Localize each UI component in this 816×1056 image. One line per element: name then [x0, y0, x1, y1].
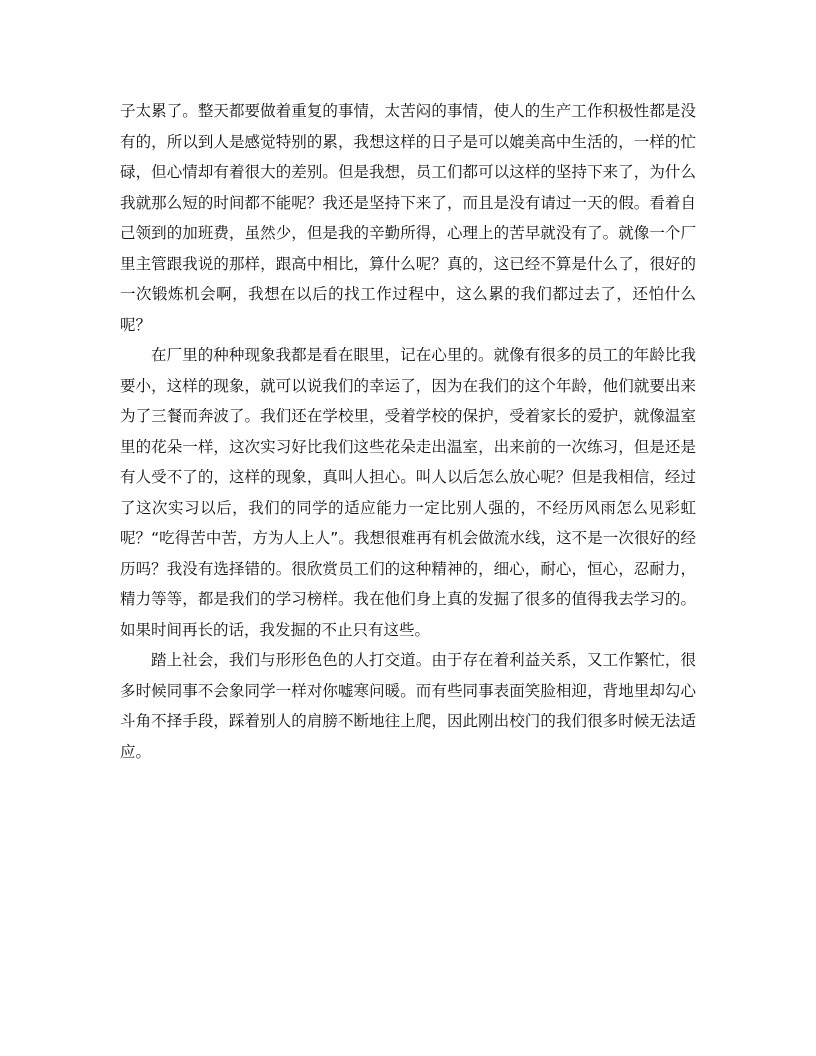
paragraph-1: 子太累了。整天都要做着重复的事情，太苦闷的事情，使人的生产工作积极性都是没有的，所以到人是感觉特别的累，我想这样的日子是可以媲美高中生活的，一样的忙碌，但心情却有着很大的差别。但是我想，员工们都可以这样的坚持下来了，为什么我就那么短的时间都不能呢？我还是坚持下来了，而且是没有请过一天的假。看着自己领到的加班费，虽然少，但是我的辛勤所得，心理上的苦早就没有了。就像一个厂里主管跟我说的那样，跟高中相比，算什么呢？真的，这已经不算是什么了，很好的一次锻炼机会啊，我想在以后的找工作过程中，这么累的我们都过去了，还怕什么呢？: [120, 102, 696, 334]
paragraph-3: 踏上社会，我们与形形色色的人打交道。由于存在着利益关系，又工作繁忙，很多时候同事不会象同学一样对你嘘寒问暖。而有些同事表面笑脸相迎，背地里却勾心斗角不择手段，踩着别人的肩膀不断地往上爬，因此刚出校门的我们很多时候无法适应。: [120, 651, 696, 761]
document-body: [120, 96, 696, 767]
paragraph-2: 在厂里的种种现象我都是看在眼里，记在心里的。就像有很多的员工的年龄比我要小，这样的现象，就可以说我们的幸运了，因为在我们的这个年龄，他们就要出来为了三餐而奔波了。我们还在学校里，受着学校的保护，受着家长的爱护，就像温室里的花朵一样，这次实习好比我们这些花朵走出温室，出来前的一次练习，但是还是有人受不了的，这样的现象，真叫人担心。叫人以后怎么放心呢？但是我相信，经过了这次实习以后，我们的同学的适应能力一定比别人强的，不经历风雨怎么见彩虹呢？“吃得苦中苦，方为人上人”。我想很难再有机会做流水线，这不是一次很好的经历吗？我没有选择错的。很欣赏员工们的这种精神的，细心，耐心，恒心，忍耐力，精力等等，都是我们的学习榜样。我在他们身上真的发掘了很多的值得我去学习的。如果时间再长的话，我发掘的不止只有这些。: [120, 346, 696, 639]
